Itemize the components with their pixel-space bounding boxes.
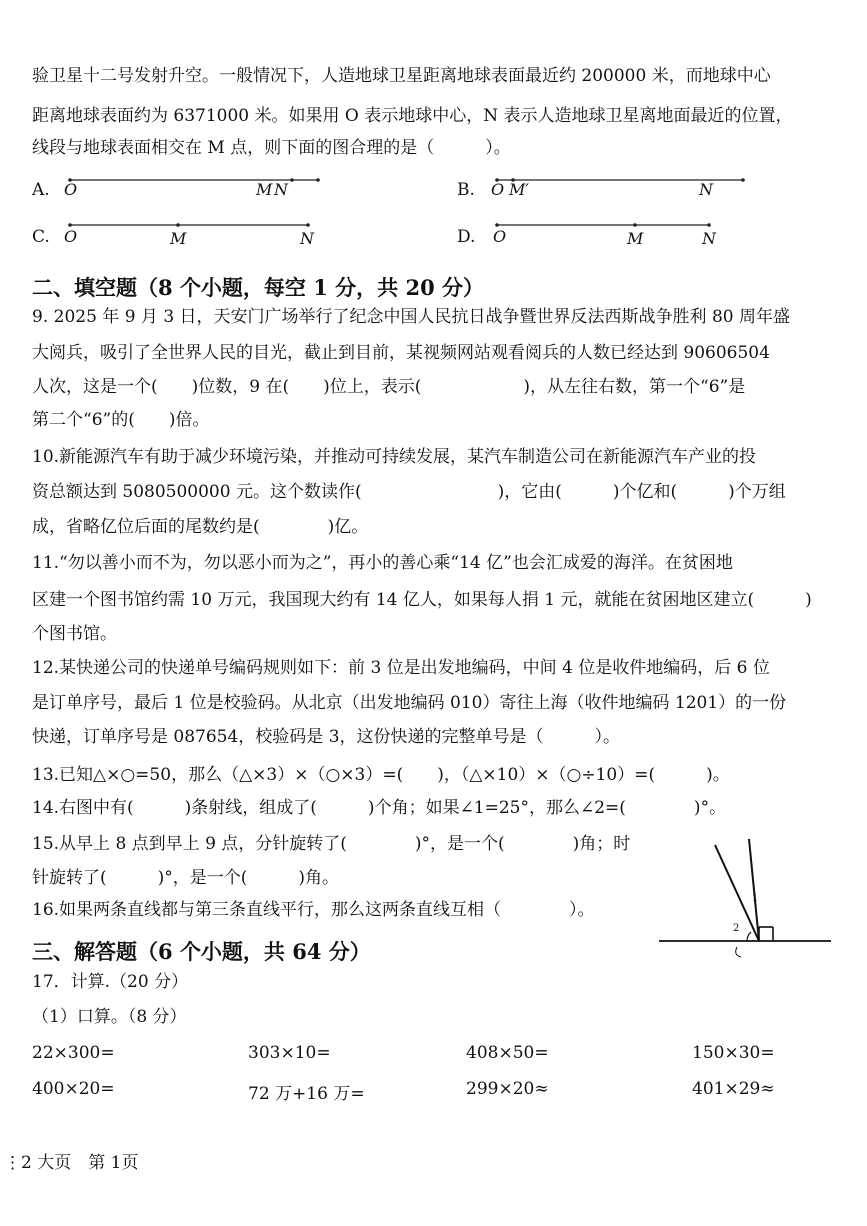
option-b-label: B. xyxy=(457,180,475,200)
q10-line-2: 资总额达到 5080500000 元。这个数读作( )，它由( )个亿和( )个万组 xyxy=(32,482,786,502)
option-a-label: A. xyxy=(32,180,50,200)
q14-line-1: 14.右图中有( )条射线，组成了( )个角；如果∠1=25°，那么∠2=( )°。 xyxy=(32,798,727,818)
q9-line-2: 大阅兵，吸引了全世界人民的目光，截止到目前，某视频网站观看阅兵的人数已经达到 90606504 xyxy=(32,343,770,363)
q15-line-1: 15.从早上 8 点到早上 9 点，分针旋转了( )°，是一个( )角；时 xyxy=(32,834,631,854)
option-d-label: D. xyxy=(457,227,476,247)
q8-line-1: 验卫星十二号发射升空。一般情况下，人造地球卫星距离地球表面最近约 200000 米，而地球中心 xyxy=(32,66,771,86)
option-c-point-n: N xyxy=(300,229,314,248)
q17-sub1: （1）口算。（8 分） xyxy=(32,1007,187,1027)
calc-4: 150×30= xyxy=(692,1043,775,1063)
q12-line-3: 快递，订单序号是 087654，校验码是 3，这份快递的完整单号是（ ）。 xyxy=(32,727,621,747)
calc-3: 408×50= xyxy=(466,1043,549,1063)
q12-line-1: 12.某快递公司的快递单号编码规则如下：前 3 位是出发地编码，中间 4 位是收件地编码，后 6 位 xyxy=(32,658,770,678)
q16-line-1: 16.如果两条直线都与第三条直线平行，那么这两条直线互相（ ）。 xyxy=(32,900,595,920)
angle-figure xyxy=(655,835,835,970)
option-c-segment xyxy=(64,219,324,253)
section-3-title: 三、解答题（6 个小题，共 64 分） xyxy=(32,939,371,964)
q11-line-1: 11.“勿以善小而不为，勿以恶小而为之”，再小的善心乘“14 亿”也会汇成爱的海洋。在贫困地 xyxy=(32,553,733,573)
calc-6: 72 万+16 万= xyxy=(248,1084,365,1104)
option-d-point-n: N xyxy=(702,229,716,248)
page-footer: ⋮2 大页 第 1页 xyxy=(4,1153,139,1173)
calc-2: 303×10= xyxy=(248,1043,331,1063)
q11-line-2: 区建一个图书馆约需 10 万元，我国现大约有 14 亿人，如果每人捐 1 元，就能在贫困地区建立( ) xyxy=(32,590,812,610)
q10-line-3: 成，省略亿位后面的尾数约是( )亿。 xyxy=(32,517,369,537)
option-c-point-o: O xyxy=(64,227,78,246)
angle-figure-drawing xyxy=(655,835,835,970)
option-c-label: C. xyxy=(32,227,50,247)
q15-line-2: 针旋转了( )°，是一个( )角。 xyxy=(32,868,340,888)
option-a-point-m: M xyxy=(256,180,273,199)
option-b-point-m: M′ xyxy=(509,180,530,199)
calc-1: 22×300= xyxy=(32,1043,115,1063)
option-d-point-o: O xyxy=(493,227,507,246)
calc-8: 401×29≈ xyxy=(692,1079,775,1099)
option-c-point-m: M xyxy=(170,229,187,248)
section-2-title: 二、填空题（8 个小题，每空 1 分，共 20 分） xyxy=(32,275,485,300)
q12-line-2: 是订单序号，最后 1 位是校验码。从北京（出发地编码 010）寄往上海（收件地编码 1201）的一份 xyxy=(32,693,787,713)
option-d-point-m: M xyxy=(627,229,644,248)
q17-title: 17．计算.（20 分） xyxy=(32,972,189,992)
option-a-point-n: N xyxy=(274,180,288,199)
q10-line-1: 10.新能源汽车有助于减少环境污染，并推动可持续发展，某汽车制造公司在新能源汽车产业的投 xyxy=(32,447,757,467)
q9-line-3: 人次，这是一个( )位数，9 在( )位上，表示( )，从左往右数，第一个“6”是 xyxy=(32,377,746,397)
q11-line-3: 个图书馆。 xyxy=(32,624,117,644)
calc-5: 400×20= xyxy=(32,1079,115,1099)
calc-7: 299×20≈ xyxy=(466,1079,549,1099)
angle-1-label: 1 xyxy=(752,893,759,904)
option-b-point-n: N xyxy=(699,180,713,199)
option-b-point-o: O xyxy=(491,180,505,199)
q13-line-1: 13.已知△×○=50，那么（△×3）×（○×3）=( )，（△×10）×（○÷10）=( )。 xyxy=(32,765,730,785)
q8-line-2: 距离地球表面约为 6371000 米。如果用 O 表示地球中心，N 表示人造地球卫星离地面最近的位置， xyxy=(32,106,793,126)
q9-line-1: 9. 2025 年 9 月 3 日，天安门广场举行了纪念中国人民抗日战争暨世界反法西斯战争胜利 80 周年盛 xyxy=(32,307,790,327)
q8-line-3: 线段与地球表面相交在 M 点，则下面的图合理的是（ ）。 xyxy=(32,138,511,158)
angle-2-label: 2 xyxy=(733,923,740,934)
option-a-point-o: O xyxy=(64,180,78,199)
q9-line-4: 第二个“6”的( )倍。 xyxy=(32,410,210,430)
